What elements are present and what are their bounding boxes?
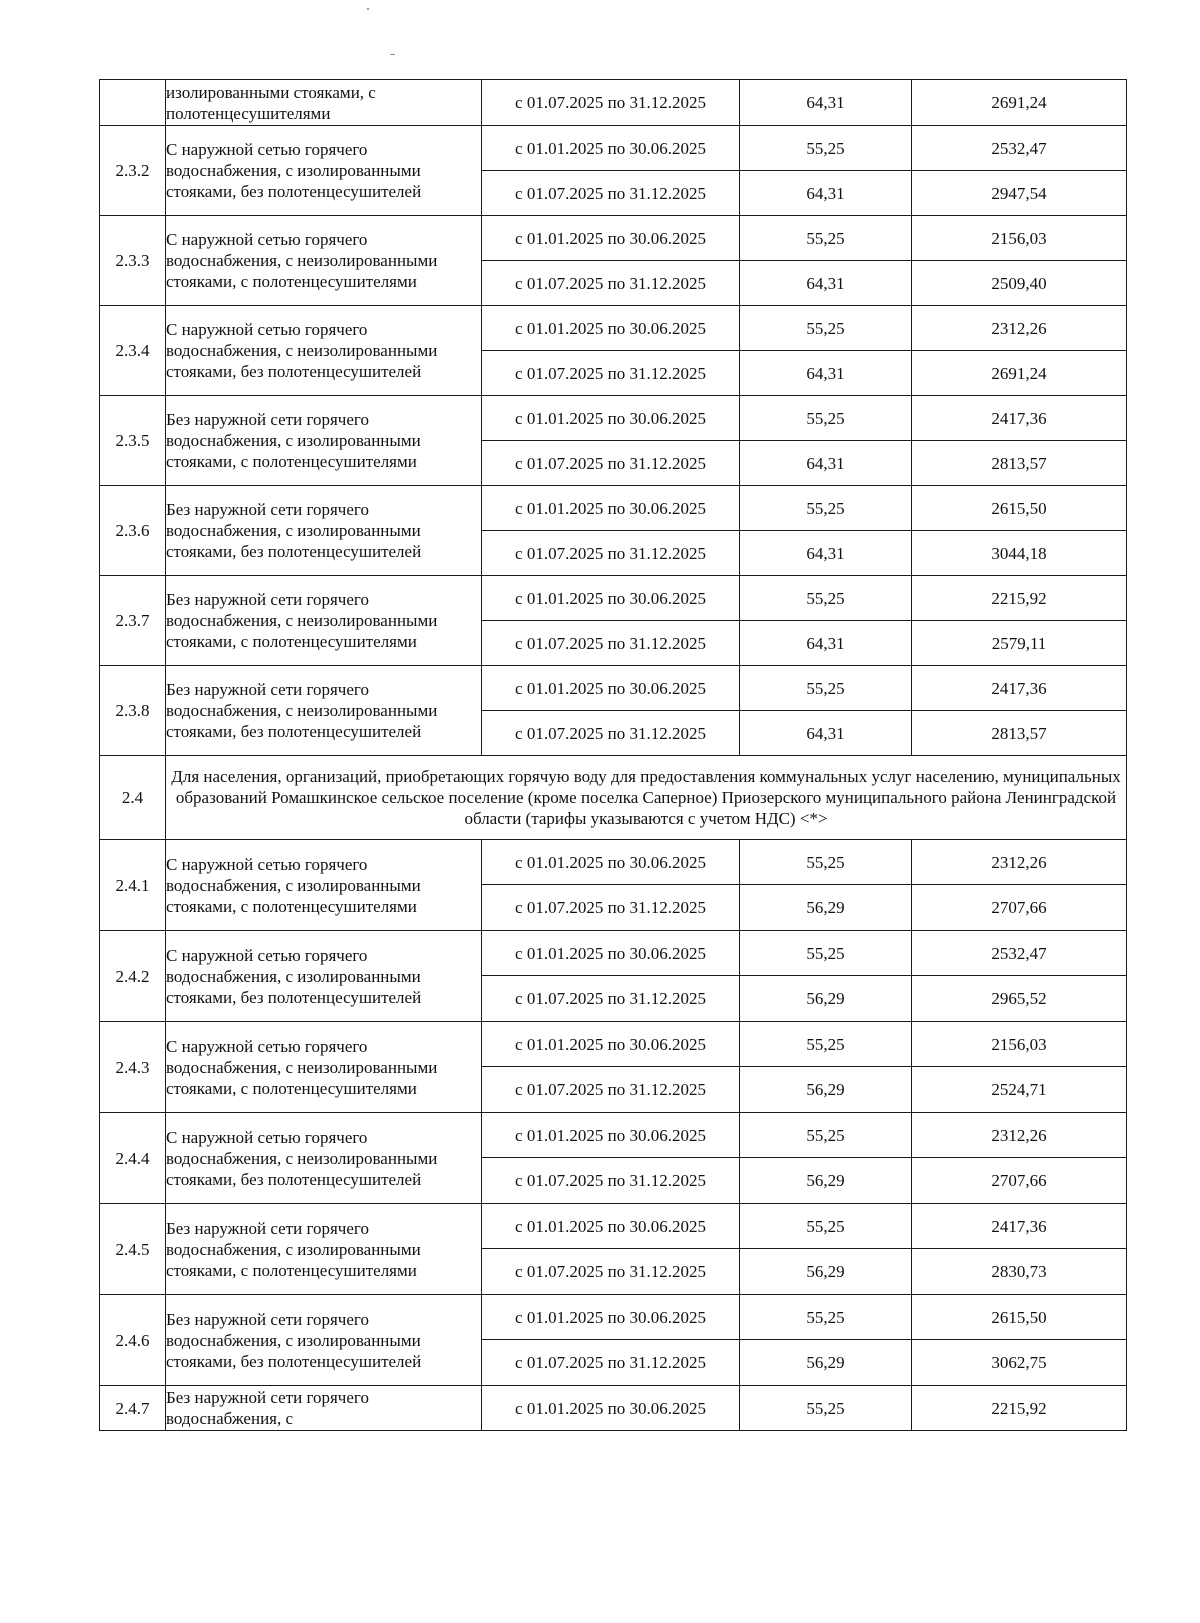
row-code: 2.4.4 xyxy=(100,1113,166,1204)
row-period: с 01.07.2025 по 31.12.2025 xyxy=(482,80,740,126)
row-tariff: 2691,24 xyxy=(912,80,1127,126)
row-rate: 64,31 xyxy=(740,711,912,756)
row-tariff: 2691,24 xyxy=(912,351,1127,396)
row-tariff: 2579,11 xyxy=(912,621,1127,666)
row-description: Без наружной сети горячего водоснабжения, с изолированными стояками, без полотенцесушителей xyxy=(166,486,482,576)
row-tariff: 2615,50 xyxy=(912,1295,1127,1340)
table-row xyxy=(100,306,1127,351)
row-rate: 55,25 xyxy=(740,1386,912,1431)
row-rate: 55,25 xyxy=(740,931,912,976)
row-description: Без наружной сети горячего водоснабжения, с изолированными стояками, с полотенцесушителями xyxy=(166,1204,482,1295)
row-rate: 56,29 xyxy=(740,976,912,1022)
row-tariff: 2417,36 xyxy=(912,396,1127,441)
row-period: с 01.07.2025 по 31.12.2025 xyxy=(482,531,740,576)
row-description: С наружной сетью горячего водоснабжения, с неизолированными стояками, без полотенцесушителей xyxy=(166,1113,482,1204)
table-row xyxy=(100,1113,1127,1158)
row-rate: 55,25 xyxy=(740,1022,912,1067)
row-rate: 55,25 xyxy=(740,576,912,621)
row-period: с 01.07.2025 по 31.12.2025 xyxy=(482,976,740,1022)
row-period: с 01.01.2025 по 30.06.2025 xyxy=(482,1295,740,1340)
row-tariff: 2156,03 xyxy=(912,216,1127,261)
row-description: С наружной сетью горячего водоснабжения, с изолированными стояками, без полотенцесушителей xyxy=(166,931,482,1022)
table-row xyxy=(100,576,1127,621)
row-period: с 01.01.2025 по 30.06.2025 xyxy=(482,396,740,441)
row-code: 2.4.1 xyxy=(100,840,166,931)
row-code: 2.4.5 xyxy=(100,1204,166,1295)
row-period: с 01.07.2025 по 31.12.2025 xyxy=(482,171,740,216)
row-tariff: 2965,52 xyxy=(912,976,1127,1022)
row-period: с 01.01.2025 по 30.06.2025 xyxy=(482,1386,740,1431)
row-tariff: 2215,92 xyxy=(912,576,1127,621)
section-description: Для населения, организаций, приобретающих горячую воду для предоставления коммунальных услуг населению, муниципальных образований Ромашкинское сельское поселение (кроме поселка Саперное) Приозерского муниципального района Ленинградской области (тарифы указываются с учетом НДС) <*> xyxy=(166,756,1127,840)
table-row xyxy=(100,1204,1127,1249)
row-tariff: 2707,66 xyxy=(912,885,1127,931)
row-rate: 64,31 xyxy=(740,351,912,396)
row-code: 2.3.2 xyxy=(100,126,166,216)
row-period: с 01.07.2025 по 31.12.2025 xyxy=(482,1340,740,1386)
row-rate: 55,25 xyxy=(740,126,912,171)
row-period: с 01.01.2025 по 30.06.2025 xyxy=(482,126,740,171)
scan-speck xyxy=(390,54,395,55)
row-code: 2.4.3 xyxy=(100,1022,166,1113)
tariff-table-body xyxy=(100,80,1127,1431)
row-period: с 01.01.2025 по 30.06.2025 xyxy=(482,306,740,351)
row-period: с 01.01.2025 по 30.06.2025 xyxy=(482,840,740,885)
table-row xyxy=(100,931,1127,976)
row-period: с 01.07.2025 по 31.12.2025 xyxy=(482,621,740,666)
row-rate: 56,29 xyxy=(740,1158,912,1204)
row-tariff: 2312,26 xyxy=(912,306,1127,351)
row-description: Без наружной сети горячего водоснабжения, с неизолированными стояками, с полотенцесушителями xyxy=(166,576,482,666)
table-row xyxy=(100,1022,1127,1067)
row-period: с 01.07.2025 по 31.12.2025 xyxy=(482,1249,740,1295)
row-period: с 01.01.2025 по 30.06.2025 xyxy=(482,666,740,711)
section-row xyxy=(100,756,1127,840)
row-rate: 55,25 xyxy=(740,1113,912,1158)
row-description: С наружной сетью горячего водоснабжения, с неизолированными стояками, с полотенцесушителями xyxy=(166,216,482,306)
row-description: С наружной сетью горячего водоснабжения, с неизолированными стояками, без полотенцесушителей xyxy=(166,306,482,396)
row-code: 2.3.7 xyxy=(100,576,166,666)
row-rate: 64,31 xyxy=(740,171,912,216)
row-period: с 01.01.2025 по 30.06.2025 xyxy=(482,1022,740,1067)
table-row xyxy=(100,666,1127,711)
row-code: 2.3.5 xyxy=(100,396,166,486)
row-tariff: 2813,57 xyxy=(912,441,1127,486)
row-tariff: 2509,40 xyxy=(912,261,1127,306)
row-tariff: 2813,57 xyxy=(912,711,1127,756)
row-rate: 56,29 xyxy=(740,1067,912,1113)
row-rate: 55,25 xyxy=(740,666,912,711)
row-tariff: 2524,71 xyxy=(912,1067,1127,1113)
row-period: с 01.07.2025 по 31.12.2025 xyxy=(482,1158,740,1204)
row-tariff: 2707,66 xyxy=(912,1158,1127,1204)
row-rate: 56,29 xyxy=(740,1249,912,1295)
table-row xyxy=(100,126,1127,171)
row-period: с 01.07.2025 по 31.12.2025 xyxy=(482,711,740,756)
row-tariff: 2417,36 xyxy=(912,666,1127,711)
row-rate: 56,29 xyxy=(740,1340,912,1386)
tariff-table xyxy=(99,79,1127,1431)
row-tariff: 2532,47 xyxy=(912,931,1127,976)
row-period: с 01.01.2025 по 30.06.2025 xyxy=(482,576,740,621)
row-tariff: 2156,03 xyxy=(912,1022,1127,1067)
row-rate: 55,25 xyxy=(740,396,912,441)
row-code: 2.3.6 xyxy=(100,486,166,576)
row-description: С наружной сетью горячего водоснабжения, с неизолированными стояками, с полотенцесушителями xyxy=(166,1022,482,1113)
row-tariff: 2947,54 xyxy=(912,171,1127,216)
table-row xyxy=(100,1295,1127,1340)
row-tariff: 3044,18 xyxy=(912,531,1127,576)
row-rate: 55,25 xyxy=(740,840,912,885)
row-rate: 55,25 xyxy=(740,306,912,351)
row-tariff: 2312,26 xyxy=(912,840,1127,885)
row-description: изолированными стояками, с полотенцесушителями xyxy=(166,80,482,126)
row-description: С наружной сетью горячего водоснабжения, с изолированными стояками, без полотенцесушителей xyxy=(166,126,482,216)
row-description: Без наружной сети горячего водоснабжения, с xyxy=(166,1386,482,1431)
scan-speck xyxy=(367,8,369,10)
table-row xyxy=(100,1386,1127,1431)
row-description: Без наружной сети горячего водоснабжения, с неизолированными стояками, без полотенцесушителей xyxy=(166,666,482,756)
row-code: 2.4.2 xyxy=(100,931,166,1022)
row-rate: 55,25 xyxy=(740,1295,912,1340)
row-tariff: 3062,75 xyxy=(912,1340,1127,1386)
row-rate: 64,31 xyxy=(740,261,912,306)
row-rate: 64,31 xyxy=(740,531,912,576)
row-tariff: 2312,26 xyxy=(912,1113,1127,1158)
row-period: с 01.01.2025 по 30.06.2025 xyxy=(482,486,740,531)
row-rate: 64,31 xyxy=(740,621,912,666)
row-description: Без наружной сети горячего водоснабжения, с изолированными стояками, с полотенцесушителями xyxy=(166,396,482,486)
row-period: с 01.07.2025 по 31.12.2025 xyxy=(482,441,740,486)
row-rate: 64,31 xyxy=(740,80,912,126)
row-period: с 01.01.2025 по 30.06.2025 xyxy=(482,216,740,261)
table-row xyxy=(100,840,1127,885)
row-period: с 01.01.2025 по 30.06.2025 xyxy=(482,1113,740,1158)
row-tariff: 2417,36 xyxy=(912,1204,1127,1249)
row-code: 2.3.8 xyxy=(100,666,166,756)
row-description: Без наружной сети горячего водоснабжения, с изолированными стояками, без полотенцесушителей xyxy=(166,1295,482,1386)
row-tariff: 2215,92 xyxy=(912,1386,1127,1431)
row-tariff: 2830,73 xyxy=(912,1249,1127,1295)
table-row xyxy=(100,396,1127,441)
row-rate: 55,25 xyxy=(740,1204,912,1249)
row-code: 2.3.4 xyxy=(100,306,166,396)
table-row xyxy=(100,486,1127,531)
row-code: 2.4.6 xyxy=(100,1295,166,1386)
section-code: 2.4 xyxy=(100,756,166,840)
row-period: с 01.07.2025 по 31.12.2025 xyxy=(482,885,740,931)
row-rate: 55,25 xyxy=(740,486,912,531)
row-tariff: 2532,47 xyxy=(912,126,1127,171)
row-period: с 01.07.2025 по 31.12.2025 xyxy=(482,351,740,396)
row-period: с 01.07.2025 по 31.12.2025 xyxy=(482,261,740,306)
row-code: 2.3.3 xyxy=(100,216,166,306)
table-row xyxy=(100,80,1127,126)
row-description: С наружной сетью горячего водоснабжения, с изолированными стояками, с полотенцесушителями xyxy=(166,840,482,931)
row-period: с 01.07.2025 по 31.12.2025 xyxy=(482,1067,740,1113)
row-tariff: 2615,50 xyxy=(912,486,1127,531)
row-code: 2.4.7 xyxy=(100,1386,166,1431)
row-period: с 01.01.2025 по 30.06.2025 xyxy=(482,931,740,976)
table-row xyxy=(100,216,1127,261)
row-rate: 64,31 xyxy=(740,441,912,486)
row-rate: 56,29 xyxy=(740,885,912,931)
row-code xyxy=(100,80,166,126)
row-period: с 01.01.2025 по 30.06.2025 xyxy=(482,1204,740,1249)
row-rate: 55,25 xyxy=(740,216,912,261)
